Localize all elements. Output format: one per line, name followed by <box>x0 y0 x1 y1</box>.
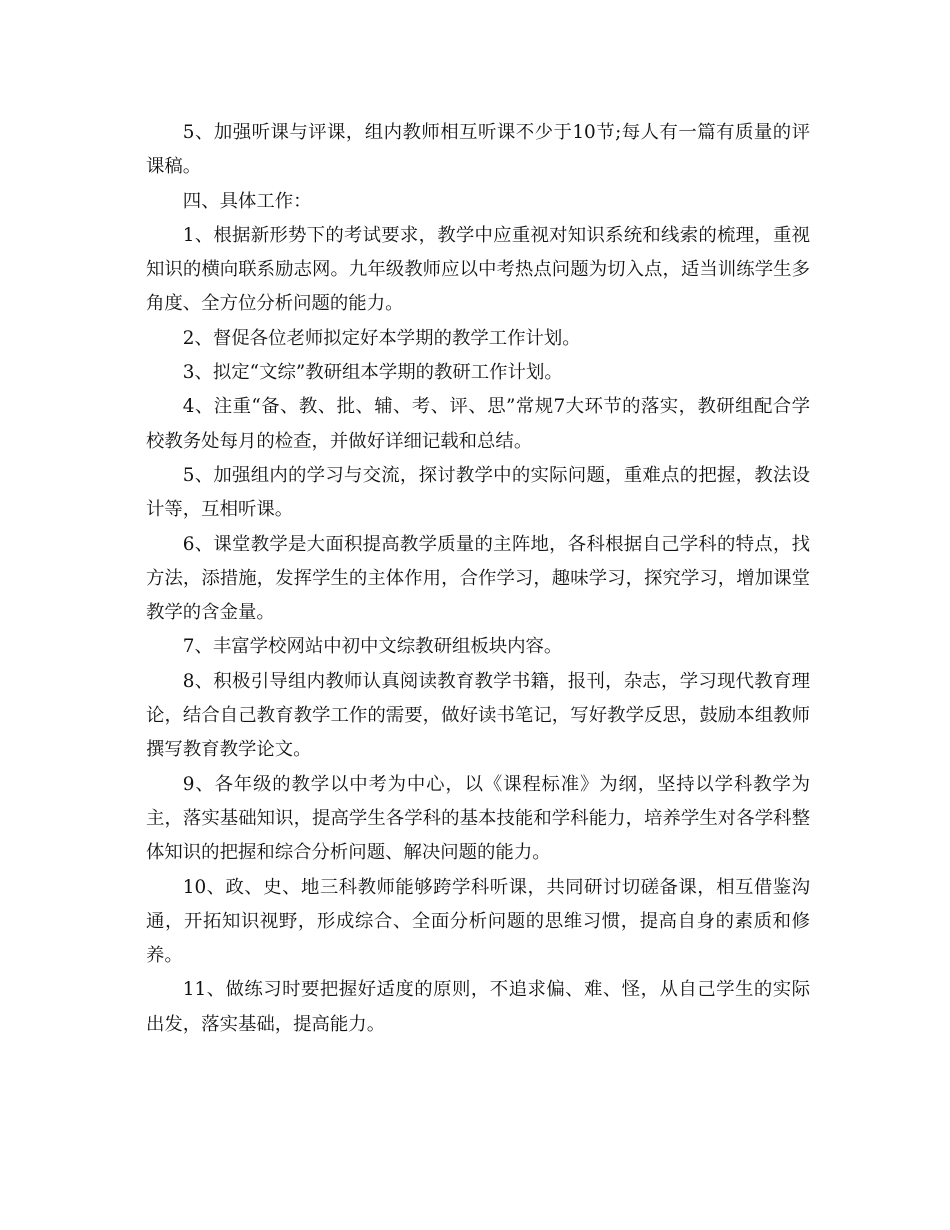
paragraph-work-6: 6、课堂教学是大面积提高教学质量的主阵地，各科根据自己学科的特点，找方法，添措施，发挥学生的主体作用，合作学习，趣味学习，探究学习，增加课堂教学的含金量。 <box>146 533 810 624</box>
section-heading-specific-work: 四、具体工作： <box>182 190 312 212</box>
paragraph-work-7: 7、丰富学校网站中初中文综教研组板块内容。 <box>182 636 563 658</box>
paragraph-work-1: 1、根据新形势下的考试要求，教学中应重视对知识系统和线索的梳理，重视知识的横向联系励志网。九年级教师应以中考热点问题为切入点，适当训练学生多角度、全方位分析问题的能力。 <box>146 224 810 315</box>
paragraph-work-5: 5、加强组内的学习与交流，探讨教学中的实际问题，重难点的把握，教法设计等，互相听课。 <box>146 464 810 521</box>
paragraph-work-10: 10、政、史、地三科教师能够跨学科听课，共同研讨切磋备课，相互借鉴沟通，开拓知识视野，形成综合、全面分析问题的思维习惯，提高自身的素质和修养。 <box>146 876 810 967</box>
paragraph-work-8: 8、积极引导组内教师认真阅读教育教学书籍，报刊，杂志，学习现代教育理论，结合自己教育教学工作的需要，做好读书笔记，写好教学反思，鼓励本组教师撰写教育教学论文。 <box>146 670 810 761</box>
paragraph-work-9: 9、各年级的教学以中考为中心，以《课程标准》为纲，坚持以学科教学为主，落实基础知识，提高学生各学科的基本技能和学科能力，培养学生对各学科整体知识的把握和综合分析问题、解决问题的能力。 <box>146 773 810 864</box>
paragraph-work-11: 11、做练习时要把握好适度的原则，不追求偏、难、怪，从自己学生的实际出发，落实基础，提高能力。 <box>146 979 810 1035</box>
paragraph-work-4: 4、注重“备、教、批、辅、考、评、思”常规7大环节的落实，教研组配合学校教务处每月的检查，并做好详细记载和总结。 <box>146 396 810 452</box>
paragraph-work-2: 2、督促各位老师拟定好本学期的教学工作计划。 <box>182 327 581 349</box>
paragraph-work-3: 3、拟定“文综”教研组本学期的教研工作计划。 <box>182 362 563 384</box>
paragraph-item-5-listening: 5、加强听课与评课，组内教师相互听课不少于10节;每人有一篇有质量的评课稿。 <box>146 122 810 178</box>
document-body <box>146 116 810 1042</box>
